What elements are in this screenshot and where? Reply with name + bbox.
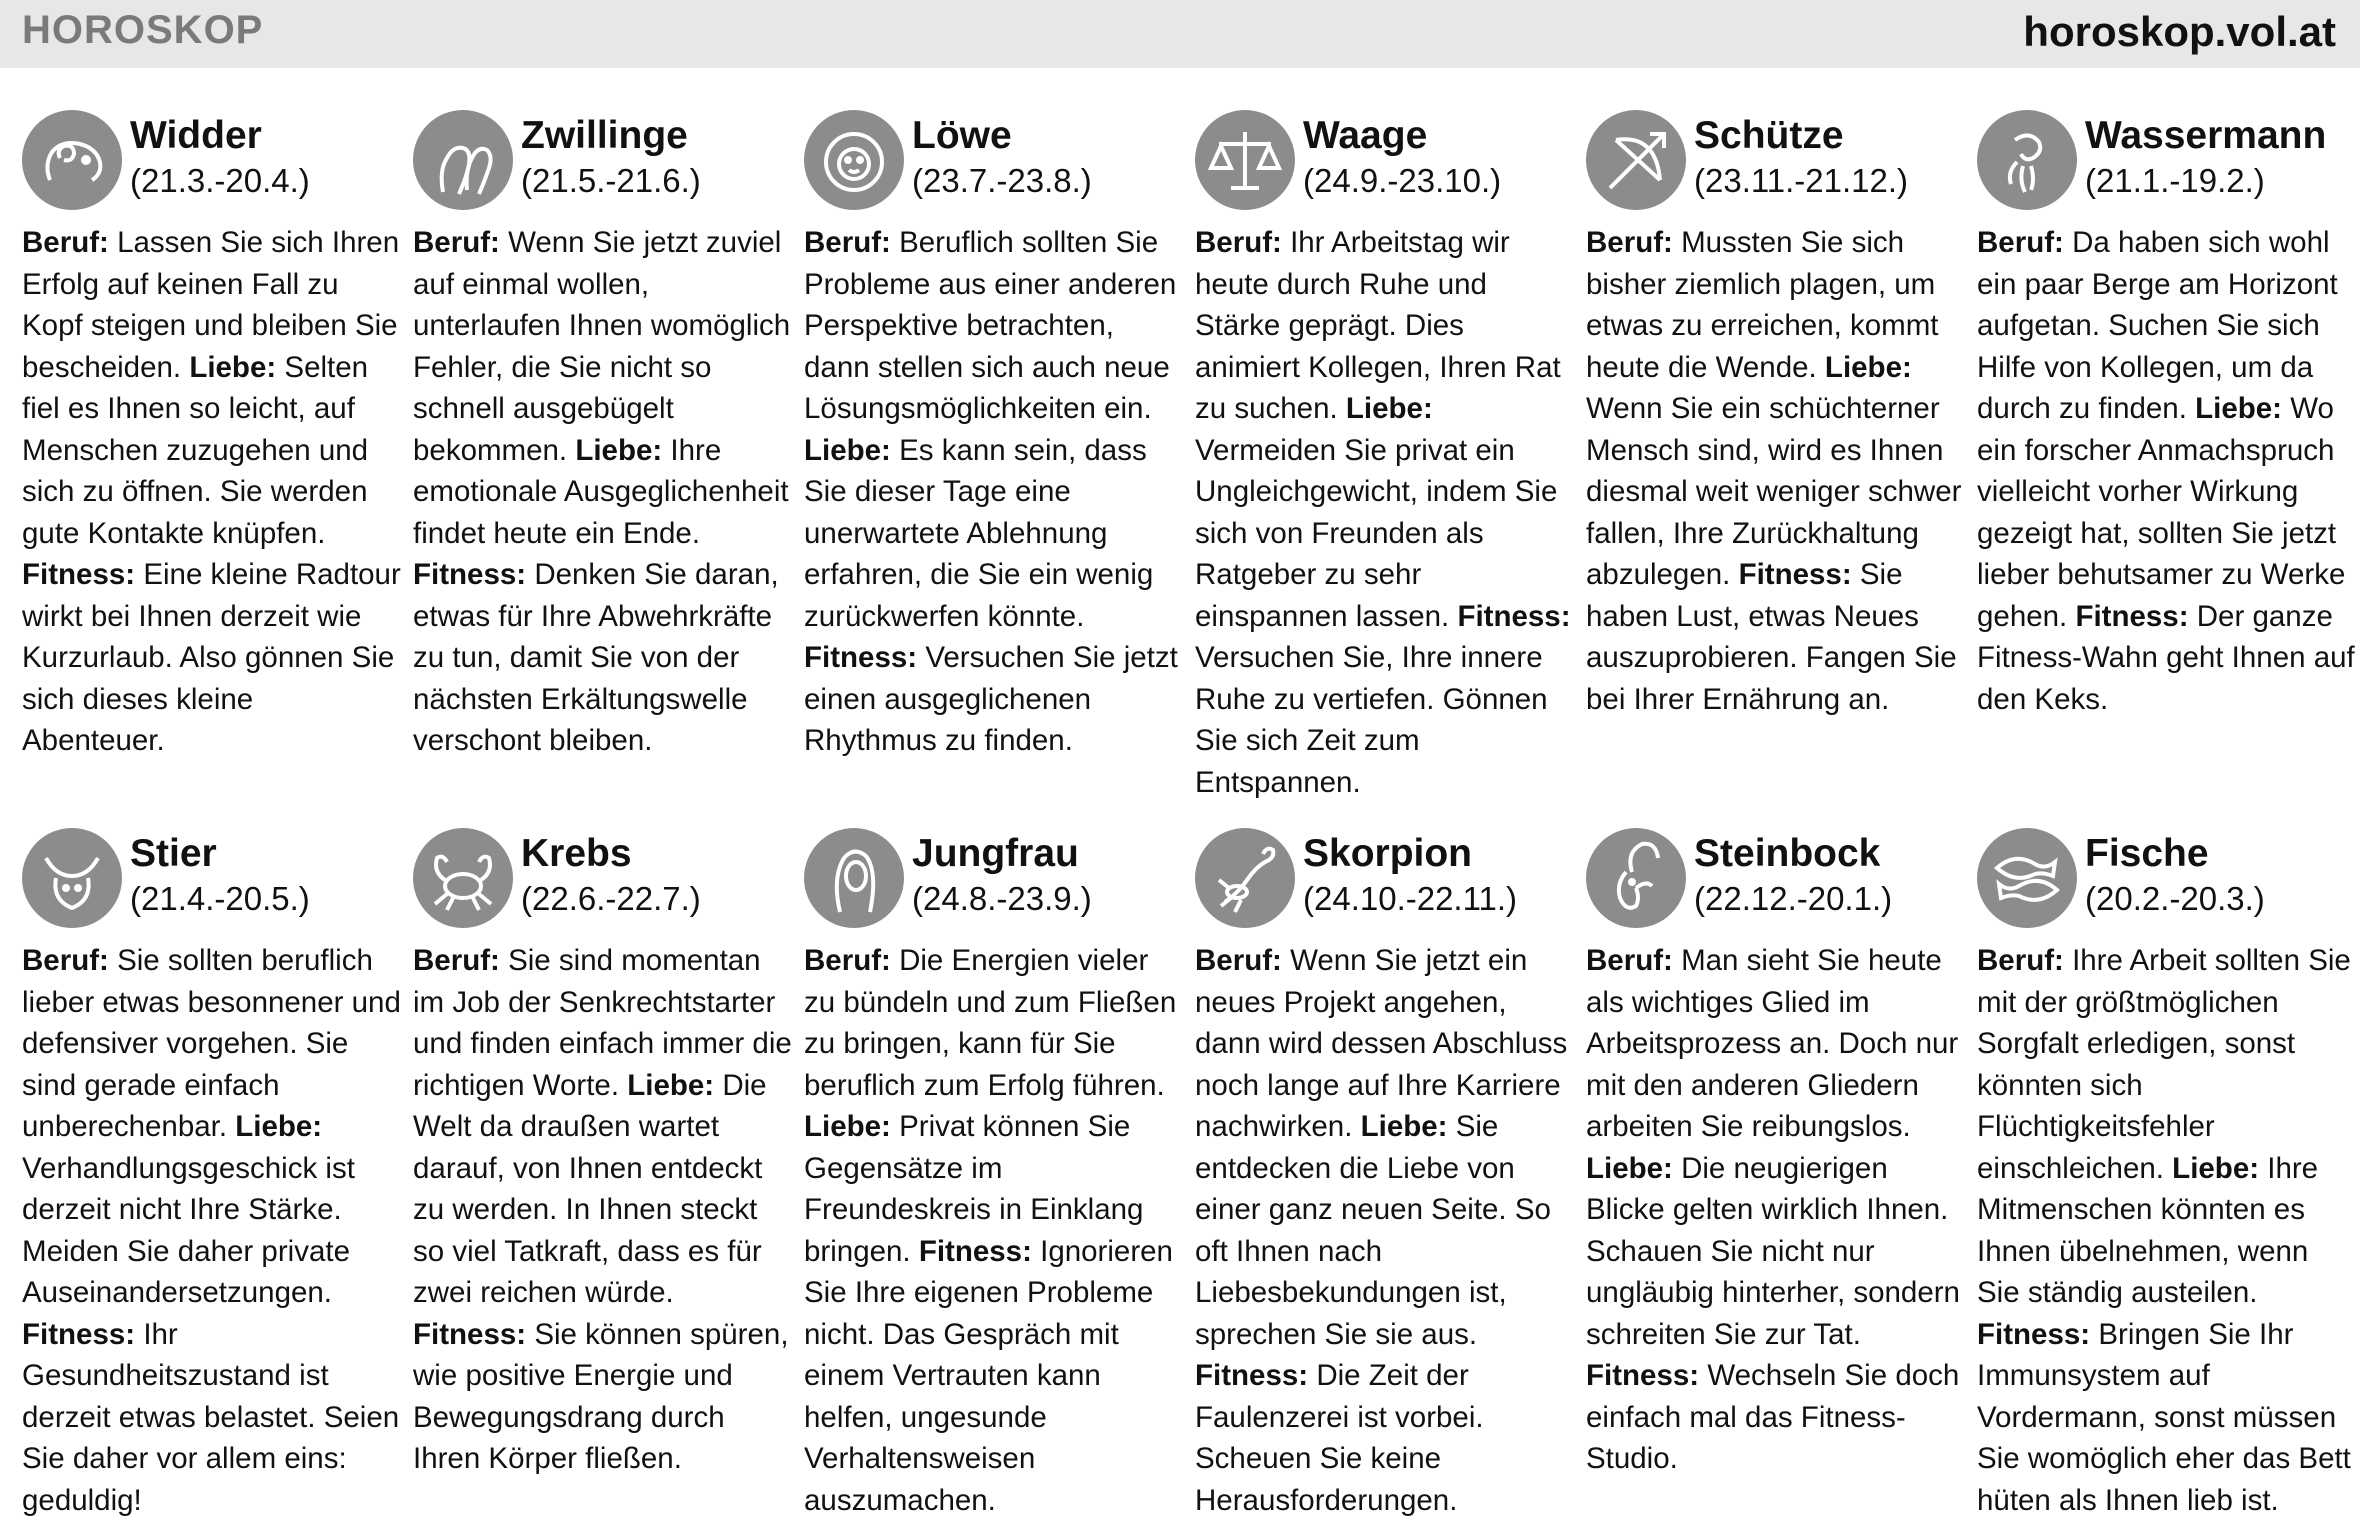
archer-icon: [1586, 110, 1686, 210]
label-fitness: Fitness:: [1457, 599, 1571, 633]
sign-card-fische: [1977, 828, 2357, 1517]
sign-dates: (24.9.-23.10.): [1303, 162, 1502, 199]
sign-text: [1586, 940, 1966, 1480]
label-beruf: Beruf:: [1977, 944, 2064, 977]
liebe-text: Wenn Sie ein schüchterner Mensch sind, wird es Ihnen diesmal weit weniger schwer fallen, Ihre Zurückhaltung abzulegen.: [1586, 392, 1962, 591]
sign-card-krebs: [413, 828, 793, 1475]
beruf-text: Sie sollten beruflich lieber etwas besonnener und defensiver vorgehen. Sie sind gerade einfach unberechenbar.: [22, 944, 401, 1143]
liebe-text: Ihre emotionale Ausgeglichenheit findet heute ein Ende.: [413, 433, 789, 550]
liebe-text: Die neugierigen Blicke gelten wirklich Ihnen. Schauen Sie nicht nur ungläubig hinterher, sondern schreiten Sie zur Tat.: [1586, 1151, 1960, 1351]
fish-icon: [1977, 828, 2077, 928]
label-liebe: Liebe:: [1586, 1151, 1673, 1185]
beruf-text: Wenn Sie jetzt zuviel auf einmal wollen, unterlaufen Ihnen womöglich Fehler, die Sie nicht so schnell ausgebügelt bekommen.: [413, 226, 791, 467]
fitness-text: Sie haben Lust, etwas Neues auszuprobieren. Fangen Sie bei Ihrer Ernährung an.: [1586, 558, 1957, 716]
sign-text: [1586, 222, 1966, 720]
label-beruf: Beruf:: [1195, 226, 1282, 259]
fitness-text: Wechseln Sie doch einfach mal das Fitness-Studio.: [1586, 1359, 1960, 1475]
label-beruf: Beruf:: [1586, 944, 1673, 977]
sign-dates: (21.3.-20.4.): [130, 162, 310, 199]
label-beruf: Beruf:: [804, 226, 891, 259]
section-title: HOROSKOP: [22, 8, 264, 52]
beruf-text: Man sieht Sie heute als wichtiges Glied im Arbeitsprozess an. Doch nur mit den anderen Gliedern arbeiten Sie reibungslos.: [1586, 944, 1959, 1143]
sign-dates: (24.8.-23.9.): [912, 880, 1092, 917]
label-fitness: Fitness:: [1195, 1359, 1309, 1392]
sign-card-stier: [22, 828, 402, 1517]
beruf-text: Ihre Arbeit sollten Sie mit der größtmöglichen Sorgfalt erledigen, sonst könnten sich Flüchtigkeitsfehler einschleichen.: [1977, 944, 2351, 1185]
label-fitness: Fitness:: [1977, 1317, 2091, 1351]
ram-icon: [22, 110, 122, 210]
label-liebe: Liebe:: [2195, 392, 2282, 425]
sign-dates: (20.2.-20.3.): [2085, 880, 2265, 917]
label-liebe: Liebe:: [2172, 1151, 2260, 1185]
liebe-text: Ihre Mitmenschen könnten es Ihnen übelnehmen, wenn Sie ständig austeilen.: [1977, 1151, 2319, 1309]
label-beruf: Beruf:: [22, 944, 109, 977]
sign-card-loewe: [804, 110, 1184, 757]
bull-icon: [22, 828, 122, 928]
sign-name: Fische: [2085, 832, 2209, 875]
fitness-text: Eine kleine Radtour wirkt bei Ihnen derzeit wie Kurzurlaub. Also gönnen Sie sich dieses kleine Abenteuer.: [22, 558, 401, 757]
liebe-text: Wo ein forscher Anmachspruch vielleicht vorher Wirkung gezeigt hat, sollten Sie jetzt lieber behutsamer zu Werke gehen.: [1977, 392, 2346, 633]
sign-name: Waage: [1303, 114, 1428, 157]
fitness-text: Die Zeit der Faulenzerei ist vorbei. Scheuen Sie keine Herausforderungen.: [1195, 1359, 1484, 1517]
sign-name: Löwe: [912, 114, 1012, 157]
sign-text: [413, 222, 793, 762]
fitness-text: Versuchen Sie jetzt einen ausgeglichenen Rhythmus zu finden.: [804, 641, 1178, 757]
sign-card-zwillinge: [413, 110, 793, 757]
sign-dates: (21.5.-21.6.): [521, 162, 701, 199]
label-beruf: Beruf:: [413, 226, 500, 259]
label-fitness: Fitness:: [804, 641, 918, 674]
beruf-text: Lassen Sie sich Ihren Erfolg auf keinen Fall zu Kopf steigen und bleiben Sie bescheiden.: [22, 226, 400, 384]
liebe-text: Sie entdecken die Liebe von einer ganz neuen Seite. So oft Ihnen nach Liebesbekundungen ist, sprechen Sie sie aus.: [1195, 1110, 1551, 1351]
liebe-text: Die Welt da draußen wartet darauf, von Ihnen entdeckt zu werden. In Ihnen steckt so viel Tatkraft, dass es für zwei reichen würde.: [413, 1068, 767, 1309]
virgin-icon: [804, 828, 904, 928]
water-bearer-icon: [1977, 110, 2077, 210]
fitness-text: Versuchen Sie, Ihre innere Ruhe zu vertiefen. Gönnen Sie sich Zeit zum Entspannen.: [1195, 641, 1548, 799]
sign-name: Jungfrau: [912, 832, 1079, 875]
ibex-icon: [1586, 828, 1686, 928]
site-url: horoskop.vol.at: [2023, 8, 2336, 55]
fitness-text: Der ganze Fitness-Wahn geht Ihnen auf den Keks.: [1977, 599, 2355, 716]
scorpion-icon: [1195, 828, 1295, 928]
fitness-text: Bringen Sie Ihr Immunsystem auf Vordermann, sonst müssen Sie womöglich eher das Bett hüten als Ihnen lieb ist.: [1977, 1317, 2351, 1517]
label-fitness: Fitness:: [1586, 1359, 1700, 1392]
liebe-text: Privat können Sie Gegensätze im Freundeskreis in Einklang bringen.: [804, 1110, 1144, 1268]
sign-text: [413, 940, 793, 1480]
label-fitness: Fitness:: [413, 1317, 527, 1351]
fitness-text: Ignorieren Sie Ihre eigenen Probleme nicht. Das Gespräch mit einem Vertrauten kann helfen, ungesunde Verhaltensweisen auszumachen.: [804, 1234, 1173, 1517]
sign-name: Steinbock: [1694, 832, 1881, 875]
beruf-text: Mussten Sie sich bisher ziemlich plagen, um etwas zu erreichen, kommt heute die Wende.: [1586, 226, 1939, 384]
label-beruf: Beruf:: [1586, 226, 1673, 259]
sign-dates: (24.10.-22.11.): [1303, 880, 1518, 917]
liebe-text: Selten fiel es Ihnen so leicht, auf Menschen zuzugehen und sich zu öffnen. Sie werden gute Kontakte knüpfen.: [22, 350, 369, 550]
crab-icon: [413, 828, 513, 928]
sign-name: Skorpion: [1303, 832, 1473, 875]
sign-text: [22, 222, 402, 762]
liebe-text: Es kann sein, dass Sie dieser Tage eine unerwartete Ablehnung erfahren, die Sie ein wenig zurückwerfen könnte.: [804, 433, 1154, 633]
label-beruf: Beruf:: [804, 944, 891, 977]
label-liebe: Liebe:: [627, 1068, 715, 1102]
label-fitness: Fitness:: [22, 1317, 136, 1351]
label-liebe: Liebe:: [189, 350, 277, 384]
label-beruf: Beruf:: [413, 944, 500, 977]
sign-text: [22, 940, 402, 1521]
sign-name: Widder: [130, 114, 262, 157]
label-beruf: Beruf:: [22, 226, 109, 259]
sign-card-schuetze: [1586, 110, 1966, 750]
liebe-text: Verhandlungsgeschick ist derzeit nicht Ihre Stärke. Meiden Sie daher private Auseinandersetzungen.: [22, 1151, 355, 1309]
label-liebe: Liebe:: [804, 433, 891, 467]
sign-card-jungfrau: [804, 828, 1184, 1517]
label-liebe: Liebe:: [1345, 392, 1433, 425]
label-liebe: Liebe:: [1360, 1110, 1448, 1143]
label-fitness: Fitness:: [413, 558, 527, 591]
beruf-text: Sie sind momentan im Job der Senkrechtstarter und finden einfach immer die richtigen Worte.: [413, 944, 792, 1102]
label-fitness: Fitness:: [1738, 558, 1852, 591]
beruf-text: Wenn Sie jetzt ein neues Projekt angehen, dann wird dessen Abschluss noch lange auf Ihre Karriere nachwirken.: [1195, 944, 1568, 1143]
label-liebe: Liebe:: [235, 1110, 323, 1143]
sign-name: Krebs: [521, 832, 632, 875]
sign-card-widder: [22, 110, 402, 757]
fitness-text: Ihr Gesundheitszustand ist derzeit etwas belastet. Seien Sie daher vor allem eins: geduldig!: [22, 1317, 400, 1517]
label-liebe: Liebe:: [804, 1110, 891, 1143]
sign-card-waage: [1195, 110, 1575, 799]
sign-text: [1977, 222, 2357, 720]
sign-text: [1195, 222, 1575, 803]
beruf-text: Ihr Arbeitstag wir heute durch Ruhe und Stärke geprägt. Dies animiert Kollegen, Ihren Rat zu suchen.: [1195, 226, 1561, 425]
liebe-text: Vermeiden Sie privat ein Ungleichgewicht, indem Sie sich von Freunden als Ratgeber zu sehr einspannen lassen.: [1195, 433, 1558, 633]
label-fitness: Fitness:: [2075, 599, 2189, 633]
sign-text: [1195, 940, 1575, 1521]
fitness-text: Sie können spüren, wie positive Energie und Bewegungsdrang durch Ihren Körper fließen.: [413, 1317, 789, 1475]
sign-text: [1977, 940, 2357, 1521]
beruf-text: Beruflich sollten Sie Probleme aus einer anderen Perspektive betrachten, dann stellen sich auch neue Lösungsmöglichkeiten ein.: [804, 226, 1177, 425]
sign-text: [804, 222, 1184, 762]
sign-card-wassermann: [1977, 110, 2357, 750]
fitness-text: Denken Sie daran, etwas für Ihre Abwehrkräfte zu tun, damit Sie von der nächsten Erkältungswelle verschont bleiben.: [413, 558, 779, 757]
twins-icon: [413, 110, 513, 210]
lion-icon: [804, 110, 904, 210]
sign-dates: (22.12.-20.1.): [1694, 880, 1893, 917]
sign-name: Zwillinge: [521, 114, 688, 157]
sign-card-skorpion: [1195, 828, 1575, 1517]
sign-name: Wassermann: [2085, 114, 2327, 157]
label-beruf: Beruf:: [1195, 944, 1282, 977]
beruf-text: Die Energien vieler zu bündeln und zum Fließen zu bringen, kann für Sie beruflich zum Erfolg führen.: [804, 944, 1177, 1102]
sign-dates: (22.6.-22.7.): [521, 880, 701, 917]
sign-dates: (21.1.-19.2.): [2085, 162, 2265, 199]
sign-text: [804, 940, 1184, 1521]
sign-dates: (23.11.-21.12.): [1694, 162, 1909, 199]
sign-name: Stier: [130, 832, 217, 875]
sign-name: Schütze: [1694, 114, 1844, 157]
label-beruf: Beruf:: [1977, 226, 2064, 259]
label-liebe: Liebe:: [575, 433, 663, 467]
sign-card-steinbock: [1586, 828, 1966, 1475]
sign-dates: (21.4.-20.5.): [130, 880, 310, 917]
label-fitness: Fitness:: [22, 558, 136, 591]
label-liebe: Liebe:: [1824, 350, 1912, 384]
label-fitness: Fitness:: [918, 1234, 1032, 1268]
beruf-text: Da haben sich wohl ein paar Berge am Horizont aufgetan. Suchen Sie sich Hilfe von Kollegen, um da durch zu finden.: [1977, 226, 2338, 425]
scales-icon: [1195, 110, 1295, 210]
sign-dates: (23.7.-23.8.): [912, 162, 1092, 199]
